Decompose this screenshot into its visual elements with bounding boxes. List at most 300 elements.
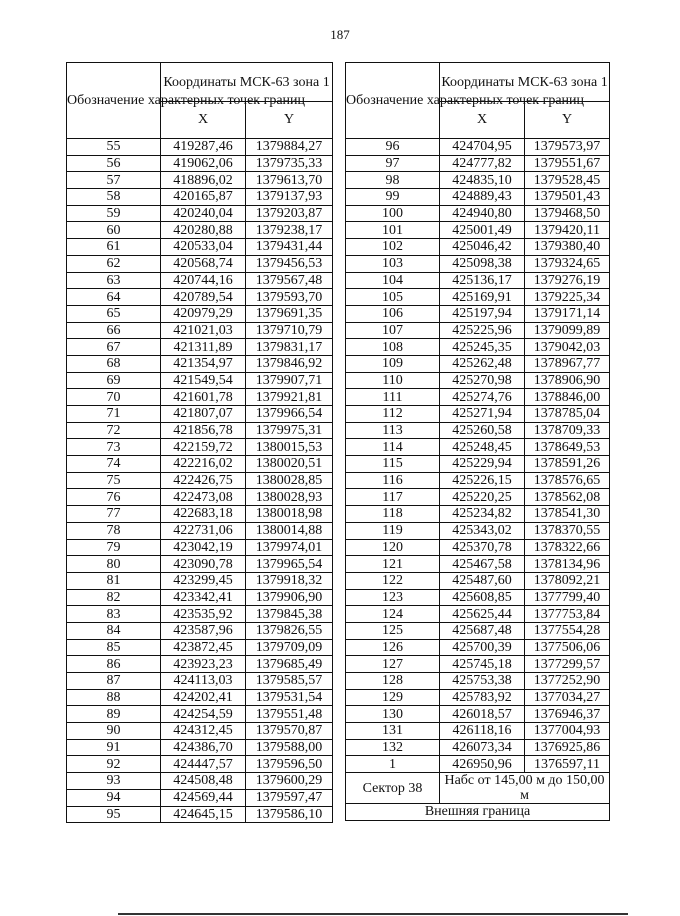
coord-y: 1379593,70 xyxy=(246,289,333,306)
point-number: 80 xyxy=(67,556,161,573)
coord-x: 420568,74 xyxy=(161,255,246,272)
coord-x: 423090,78 xyxy=(161,556,246,573)
coordinates-table-right xyxy=(345,62,610,821)
coord-x: 422473,08 xyxy=(161,489,246,506)
point-number: 105 xyxy=(346,289,440,306)
table-row xyxy=(67,239,333,256)
coord-x: 420744,16 xyxy=(161,272,246,289)
coord-y: 1379974,01 xyxy=(246,539,333,556)
coord-x: 425046,42 xyxy=(440,239,525,256)
coord-y: 1379884,27 xyxy=(246,139,333,156)
point-number: 82 xyxy=(67,589,161,606)
point-number: 132 xyxy=(346,739,440,756)
table-row xyxy=(67,472,333,489)
table-row xyxy=(346,189,610,206)
point-number: 124 xyxy=(346,606,440,623)
point-number: 116 xyxy=(346,472,440,489)
coord-y: 1379586,10 xyxy=(246,806,333,823)
coord-x: 425753,38 xyxy=(440,673,525,690)
point-number: 118 xyxy=(346,506,440,523)
table-row xyxy=(346,339,610,356)
point-number: 69 xyxy=(67,372,161,389)
point-number: 67 xyxy=(67,339,161,356)
table-row xyxy=(67,522,333,539)
coord-y: 1379380,40 xyxy=(525,239,610,256)
point-number: 115 xyxy=(346,456,440,473)
coord-x: 424889,43 xyxy=(440,189,525,206)
point-number: 127 xyxy=(346,656,440,673)
table-row xyxy=(67,689,333,706)
table-row xyxy=(67,189,333,206)
coord-x: 420240,04 xyxy=(161,205,246,222)
coord-y: 1377299,57 xyxy=(525,656,610,673)
point-number: 121 xyxy=(346,556,440,573)
coord-x: 424569,44 xyxy=(161,789,246,806)
coord-y: 1379567,48 xyxy=(246,272,333,289)
point-number: 71 xyxy=(67,406,161,423)
table-row xyxy=(346,656,610,673)
table-row xyxy=(346,589,610,606)
table-row xyxy=(346,706,610,723)
point-number: 74 xyxy=(67,456,161,473)
coord-x: 419287,46 xyxy=(161,139,246,156)
table-row xyxy=(67,172,333,189)
table-row xyxy=(67,739,333,756)
coord-y: 1379685,49 xyxy=(246,656,333,673)
point-number: 114 xyxy=(346,439,440,456)
coord-x: 425271,94 xyxy=(440,406,525,423)
coord-x: 424202,41 xyxy=(161,689,246,706)
table-row xyxy=(67,589,333,606)
coord-x: 424113,03 xyxy=(161,673,246,690)
point-number: 85 xyxy=(67,639,161,656)
point-number: 61 xyxy=(67,239,161,256)
coord-y: 1380018,98 xyxy=(246,506,333,523)
coord-x: 425225,96 xyxy=(440,322,525,339)
bottom-divider xyxy=(118,913,628,915)
coord-y: 1378649,53 xyxy=(525,439,610,456)
coord-x: 420789,54 xyxy=(161,289,246,306)
table-row xyxy=(67,305,333,322)
coord-y: 1379276,19 xyxy=(525,272,610,289)
coord-x: 420533,04 xyxy=(161,239,246,256)
coord-x: 425487,60 xyxy=(440,572,525,589)
coord-y: 1379735,33 xyxy=(246,155,333,172)
coord-y: 1377753,84 xyxy=(525,606,610,623)
table-row xyxy=(346,305,610,322)
outer-border-row xyxy=(346,804,610,821)
table-row xyxy=(67,222,333,239)
coord-x: 425608,85 xyxy=(440,589,525,606)
header-x: X xyxy=(161,102,246,139)
table-row xyxy=(67,406,333,423)
point-number: 100 xyxy=(346,205,440,222)
table-row xyxy=(67,456,333,473)
table-row xyxy=(346,439,610,456)
point-number: 112 xyxy=(346,406,440,423)
table-row xyxy=(67,489,333,506)
header-coordinates: Координаты МСК-63 зона 1 xyxy=(440,63,610,102)
coord-y: 1379528,45 xyxy=(525,172,610,189)
point-number: 131 xyxy=(346,723,440,740)
coord-x: 426950,96 xyxy=(440,756,525,773)
table-row xyxy=(67,756,333,773)
point-number: 125 xyxy=(346,622,440,639)
coord-x: 420165,87 xyxy=(161,189,246,206)
coord-x: 425262,48 xyxy=(440,355,525,372)
coord-y: 1377506,06 xyxy=(525,639,610,656)
coord-x: 420280,88 xyxy=(161,222,246,239)
point-number: 91 xyxy=(67,739,161,756)
point-number: 102 xyxy=(346,239,440,256)
table-row xyxy=(67,656,333,673)
point-number: 59 xyxy=(67,205,161,222)
header-x: X xyxy=(440,102,525,139)
coord-y: 1379551,67 xyxy=(525,155,610,172)
outer-border-label: Внешняя граница xyxy=(346,804,610,821)
point-number: 83 xyxy=(67,606,161,623)
coord-x: 421549,54 xyxy=(161,372,246,389)
point-number: 120 xyxy=(346,539,440,556)
coord-y: 1378370,55 xyxy=(525,522,610,539)
point-number: 95 xyxy=(67,806,161,823)
table-row xyxy=(346,723,610,740)
point-number: 103 xyxy=(346,255,440,272)
point-number: 68 xyxy=(67,355,161,372)
coord-x: 425625,44 xyxy=(440,606,525,623)
coord-x: 423872,45 xyxy=(161,639,246,656)
coord-y: 1379846,92 xyxy=(246,355,333,372)
coord-y: 1379965,54 xyxy=(246,556,333,573)
coord-x: 425197,94 xyxy=(440,305,525,322)
coord-y: 1377004,93 xyxy=(525,723,610,740)
coord-x: 425169,91 xyxy=(440,289,525,306)
coord-y: 1379966,54 xyxy=(246,406,333,423)
coord-y: 1377799,40 xyxy=(525,589,610,606)
table-row xyxy=(67,272,333,289)
coord-y: 1379975,31 xyxy=(246,422,333,439)
coord-x: 425687,48 xyxy=(440,622,525,639)
point-number: 101 xyxy=(346,222,440,239)
coord-y: 1379238,17 xyxy=(246,222,333,239)
coord-x: 425745,18 xyxy=(440,656,525,673)
coord-y: 1379501,43 xyxy=(525,189,610,206)
table-row xyxy=(346,239,610,256)
point-number: 72 xyxy=(67,422,161,439)
table-row xyxy=(346,572,610,589)
point-number: 89 xyxy=(67,706,161,723)
coord-x: 423923,23 xyxy=(161,656,246,673)
point-number: 1 xyxy=(346,756,440,773)
coord-y: 1379225,34 xyxy=(525,289,610,306)
coord-y: 1379921,81 xyxy=(246,389,333,406)
coord-x: 425245,35 xyxy=(440,339,525,356)
table-row xyxy=(346,606,610,623)
point-number: 93 xyxy=(67,773,161,790)
table-row xyxy=(346,556,610,573)
table-row xyxy=(67,606,333,623)
point-number: 79 xyxy=(67,539,161,556)
table-row xyxy=(346,139,610,156)
table-row xyxy=(67,673,333,690)
coord-x: 425370,78 xyxy=(440,539,525,556)
coord-y: 1378541,30 xyxy=(525,506,610,523)
point-number: 99 xyxy=(346,189,440,206)
point-number: 119 xyxy=(346,522,440,539)
point-number: 129 xyxy=(346,689,440,706)
coord-x: 421807,07 xyxy=(161,406,246,423)
header-coordinates: Координаты МСК-63 зона 1 xyxy=(161,63,333,102)
point-number: 110 xyxy=(346,372,440,389)
coord-x: 422216,02 xyxy=(161,456,246,473)
point-number: 81 xyxy=(67,572,161,589)
point-number: 104 xyxy=(346,272,440,289)
point-number: 78 xyxy=(67,522,161,539)
table-row xyxy=(346,172,610,189)
point-number: 58 xyxy=(67,189,161,206)
coord-x: 424777,82 xyxy=(440,155,525,172)
coord-y: 1379691,35 xyxy=(246,305,333,322)
coord-y: 1379907,71 xyxy=(246,372,333,389)
sector-row xyxy=(346,773,610,804)
point-number: 87 xyxy=(67,673,161,690)
point-number: 60 xyxy=(67,222,161,239)
coord-x: 426018,57 xyxy=(440,706,525,723)
header-y: Y xyxy=(246,102,333,139)
header-designation: Обозначение характерных точек границ xyxy=(346,63,440,139)
coord-x: 425700,39 xyxy=(440,639,525,656)
coord-y: 1376597,11 xyxy=(525,756,610,773)
point-number: 117 xyxy=(346,489,440,506)
table-row xyxy=(67,539,333,556)
coord-y: 1380028,93 xyxy=(246,489,333,506)
point-number: 126 xyxy=(346,639,440,656)
table-row xyxy=(346,255,610,272)
coord-x: 419062,06 xyxy=(161,155,246,172)
coord-y: 1379551,48 xyxy=(246,706,333,723)
table-row xyxy=(67,255,333,272)
point-number: 94 xyxy=(67,789,161,806)
coord-x: 425783,92 xyxy=(440,689,525,706)
coord-x: 421601,78 xyxy=(161,389,246,406)
coord-x: 425260,58 xyxy=(440,422,525,439)
coord-y: 1378562,08 xyxy=(525,489,610,506)
table-row xyxy=(67,572,333,589)
coord-x: 424386,70 xyxy=(161,739,246,756)
point-number: 111 xyxy=(346,389,440,406)
coord-y: 1377252,90 xyxy=(525,673,610,690)
coord-y: 1379171,14 xyxy=(525,305,610,322)
coord-y: 1379826,55 xyxy=(246,622,333,639)
table-row xyxy=(346,739,610,756)
coord-y: 1378846,00 xyxy=(525,389,610,406)
coord-y: 1379613,70 xyxy=(246,172,333,189)
point-number: 113 xyxy=(346,422,440,439)
coord-y: 1380028,85 xyxy=(246,472,333,489)
point-number: 98 xyxy=(346,172,440,189)
coord-y: 1379456,53 xyxy=(246,255,333,272)
sector-label: Сектор 38 xyxy=(346,773,440,804)
table-row xyxy=(346,406,610,423)
table-row xyxy=(67,706,333,723)
table-row xyxy=(67,639,333,656)
table-row xyxy=(346,506,610,523)
table-row xyxy=(346,272,610,289)
coord-x: 425001,49 xyxy=(440,222,525,239)
table-row xyxy=(67,289,333,306)
coord-x: 418896,02 xyxy=(161,172,246,189)
point-number: 92 xyxy=(67,756,161,773)
coord-x: 420979,29 xyxy=(161,305,246,322)
coord-x: 425248,45 xyxy=(440,439,525,456)
point-number: 55 xyxy=(67,139,161,156)
coord-y: 1379042,03 xyxy=(525,339,610,356)
coord-y: 1379588,00 xyxy=(246,739,333,756)
coord-x: 425098,38 xyxy=(440,255,525,272)
coord-x: 425229,94 xyxy=(440,456,525,473)
coord-x: 424312,45 xyxy=(161,723,246,740)
coord-y: 1378134,96 xyxy=(525,556,610,573)
coord-y: 1378322,66 xyxy=(525,539,610,556)
coord-x: 425234,82 xyxy=(440,506,525,523)
coord-x: 423299,45 xyxy=(161,572,246,589)
table-row xyxy=(346,756,610,773)
coord-y: 1377034,27 xyxy=(525,689,610,706)
coord-x: 426118,16 xyxy=(440,723,525,740)
coord-x: 426073,34 xyxy=(440,739,525,756)
table-row xyxy=(67,139,333,156)
table-row xyxy=(346,355,610,372)
table-row xyxy=(346,289,610,306)
header-designation: Обозначение характерных точек границ xyxy=(67,63,161,139)
point-number: 97 xyxy=(346,155,440,172)
point-number: 76 xyxy=(67,489,161,506)
coordinates-table-left xyxy=(66,62,333,823)
point-number: 106 xyxy=(346,305,440,322)
table-row xyxy=(67,422,333,439)
coord-y: 1379431,44 xyxy=(246,239,333,256)
coord-y: 1377554,28 xyxy=(525,622,610,639)
point-number: 64 xyxy=(67,289,161,306)
coord-y: 1379324,65 xyxy=(525,255,610,272)
table-row xyxy=(67,155,333,172)
coord-x: 423342,41 xyxy=(161,589,246,606)
coord-y: 1376925,86 xyxy=(525,739,610,756)
coord-y: 1379710,79 xyxy=(246,322,333,339)
coord-x: 424835,10 xyxy=(440,172,525,189)
table-row xyxy=(346,489,610,506)
coord-y: 1379597,47 xyxy=(246,789,333,806)
coord-y: 1379570,87 xyxy=(246,723,333,740)
coord-y: 1378591,26 xyxy=(525,456,610,473)
table-row xyxy=(346,673,610,690)
point-number: 122 xyxy=(346,572,440,589)
coord-x: 424940,80 xyxy=(440,205,525,222)
coord-y: 1378092,21 xyxy=(525,572,610,589)
coord-y: 1379531,54 xyxy=(246,689,333,706)
table-row xyxy=(346,205,610,222)
coord-y: 1376946,37 xyxy=(525,706,610,723)
coord-x: 421311,89 xyxy=(161,339,246,356)
point-number: 73 xyxy=(67,439,161,456)
table-row xyxy=(346,155,610,172)
table-row xyxy=(67,723,333,740)
coord-x: 422731,06 xyxy=(161,522,246,539)
point-number: 86 xyxy=(67,656,161,673)
table-row xyxy=(67,389,333,406)
coord-y: 1379845,38 xyxy=(246,606,333,623)
coord-y: 1380020,51 xyxy=(246,456,333,473)
coord-x: 424704,95 xyxy=(440,139,525,156)
table-row xyxy=(346,222,610,239)
table-row xyxy=(67,622,333,639)
table-row xyxy=(346,372,610,389)
coord-x: 425274,76 xyxy=(440,389,525,406)
coord-x: 422159,72 xyxy=(161,439,246,456)
coord-y: 1379831,17 xyxy=(246,339,333,356)
point-number: 130 xyxy=(346,706,440,723)
coord-x: 421856,78 xyxy=(161,422,246,439)
coord-y: 1379585,57 xyxy=(246,673,333,690)
sector-value: Набс от 145,00 м до 150,00 м xyxy=(440,773,610,804)
coord-x: 424254,59 xyxy=(161,706,246,723)
coord-y: 1379600,29 xyxy=(246,773,333,790)
right-table-body xyxy=(346,139,610,773)
coord-y: 1379099,89 xyxy=(525,322,610,339)
coord-y: 1379596,50 xyxy=(246,756,333,773)
point-number: 66 xyxy=(67,322,161,339)
coord-y: 1378709,33 xyxy=(525,422,610,439)
table-row xyxy=(67,789,333,806)
point-number: 57 xyxy=(67,172,161,189)
coord-y: 1380015,53 xyxy=(246,439,333,456)
coord-x: 424508,48 xyxy=(161,773,246,790)
table-row xyxy=(346,622,610,639)
table-row xyxy=(67,439,333,456)
table-row xyxy=(346,422,610,439)
table-row xyxy=(67,355,333,372)
table-row xyxy=(346,456,610,473)
table-row xyxy=(67,205,333,222)
coord-x: 421354,97 xyxy=(161,355,246,372)
coord-x: 424645,15 xyxy=(161,806,246,823)
table-row xyxy=(346,389,610,406)
coord-y: 1378576,65 xyxy=(525,472,610,489)
coord-x: 422683,18 xyxy=(161,506,246,523)
table-row xyxy=(67,372,333,389)
point-number: 77 xyxy=(67,506,161,523)
coord-x: 425270,98 xyxy=(440,372,525,389)
table-row xyxy=(67,556,333,573)
table-row xyxy=(346,639,610,656)
table-row xyxy=(346,689,610,706)
point-number: 62 xyxy=(67,255,161,272)
coord-y: 1379203,87 xyxy=(246,205,333,222)
table-row xyxy=(67,339,333,356)
coord-y: 1378906,90 xyxy=(525,372,610,389)
point-number: 70 xyxy=(67,389,161,406)
coord-y: 1379918,32 xyxy=(246,572,333,589)
table-row xyxy=(346,539,610,556)
coord-x: 423042,19 xyxy=(161,539,246,556)
coord-y: 1378967,77 xyxy=(525,355,610,372)
page-number: 187 xyxy=(330,27,350,42)
point-number: 123 xyxy=(346,589,440,606)
header-y: Y xyxy=(525,102,610,139)
point-number: 109 xyxy=(346,355,440,372)
coord-y: 1379709,09 xyxy=(246,639,333,656)
coord-x: 425343,02 xyxy=(440,522,525,539)
